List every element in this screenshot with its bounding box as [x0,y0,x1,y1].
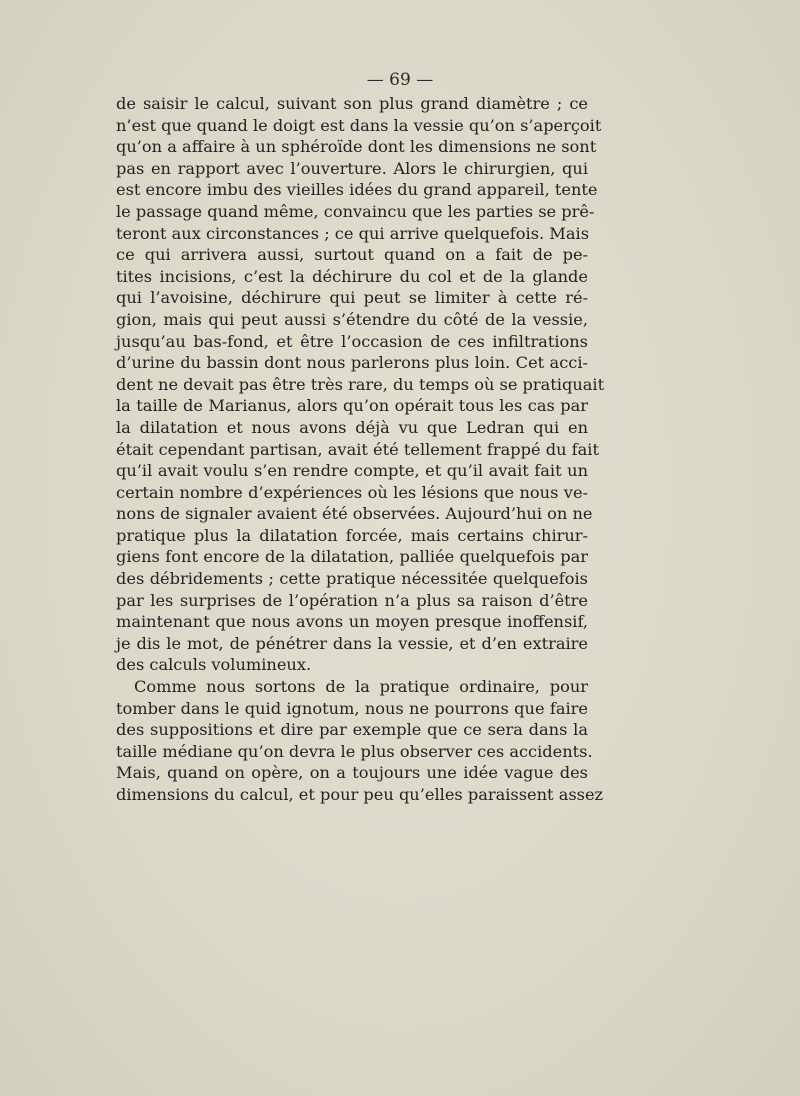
text-line: n’est que quand le doigt est dans la vessie qu’on s’aperçoit [116,115,602,135]
text-line: d’urine du bassin dont nous parlerons plus loin. Cet acci- [116,353,588,373]
text-line: tomber dans le quid ignotum, nous ne pourrons que faire [116,698,588,718]
text-line: pratique plus la dilatation forcée, mais certains chirur- [116,525,588,545]
text-line: ce qui arrivera aussi, surtout quand on a fait de pe- [116,245,588,265]
text-line: qu’il avait voulu s’en rendre compte, et qu’il avait fait un [116,461,588,481]
text-line: dent ne devait pas être très rare, du temps où se pratiquait [116,374,605,394]
text-line: des suppositions et dire par exemple que ce sera dans la [116,720,588,740]
page-number: — 69 — [366,70,434,90]
text-line: gion, mais qui peut aussi s’étendre du côté de la vessie, [116,309,588,329]
text-line: de saisir le calcul, suivant son plus grand diamètre ; ce [116,94,588,113]
text-line: Mais, quand on opère, on a toujours une idée vague des [116,763,588,783]
text-line: giens font encore de la dilatation, palliée quelquefois par [116,547,588,567]
text-line: taille médiane qu’on devra le plus observer ces accidents. [116,741,593,761]
text-line: des débridements ; cette pratique nécessitée quelquefois [116,569,588,589]
text-line: qui l’avoisine, déchirure qui peut se limiter à cette ré- [116,288,588,308]
text-line: la dilatation et nous avons déjà vu que Ledran qui en [116,417,588,437]
text-line: est encore imbu des vieilles idées du grand appareil, tente [116,180,598,200]
text-line: qu’on a affaire à un sphéroïde dont les dimensions ne sont [116,137,597,157]
text-line: le passage quand même, convaincu que les parties se prê- [116,201,595,221]
text-line: pas en rapport avec l’ouverture. Alors le chirurgien, qui [116,158,588,178]
text-line: Comme nous sortons de la pratique ordinaire, pour [134,677,588,697]
text-line: nons de signaler avaient été observées. Aujourd’hui on ne [116,504,593,524]
text-line: des calculs volumineux. [116,655,312,675]
text-line: teront aux circonstances ; ce qui arrive quelquefois. Mais [116,223,590,243]
text-line: tites incisions, c’est la déchirure du col et de la glande [116,266,588,286]
text-line: jusqu’au bas-fond, et être l’occasion de ces infiltrations [116,331,588,351]
text-line: je dis le mot, de pénétrer dans la vessie, et d’en extraire [116,633,588,653]
text-line: certain nombre d’expériences où les lésions que nous ve- [116,482,588,502]
text-line: était cependant partisan, avait été tellement frappé du fait [116,439,599,459]
text-line: maintenant que nous avons un moyen presque inoffensif, [116,612,588,632]
text-line: la taille de Marianus, alors qu’on opérait tous les cas par [116,396,588,416]
body-text [116,93,605,806]
text-line: dimensions du calcul, et pour peu qu’elles paraissent assez [116,785,604,804]
text-line: par les surprises de l’opération n’a plus sa raison d’être [116,590,588,610]
